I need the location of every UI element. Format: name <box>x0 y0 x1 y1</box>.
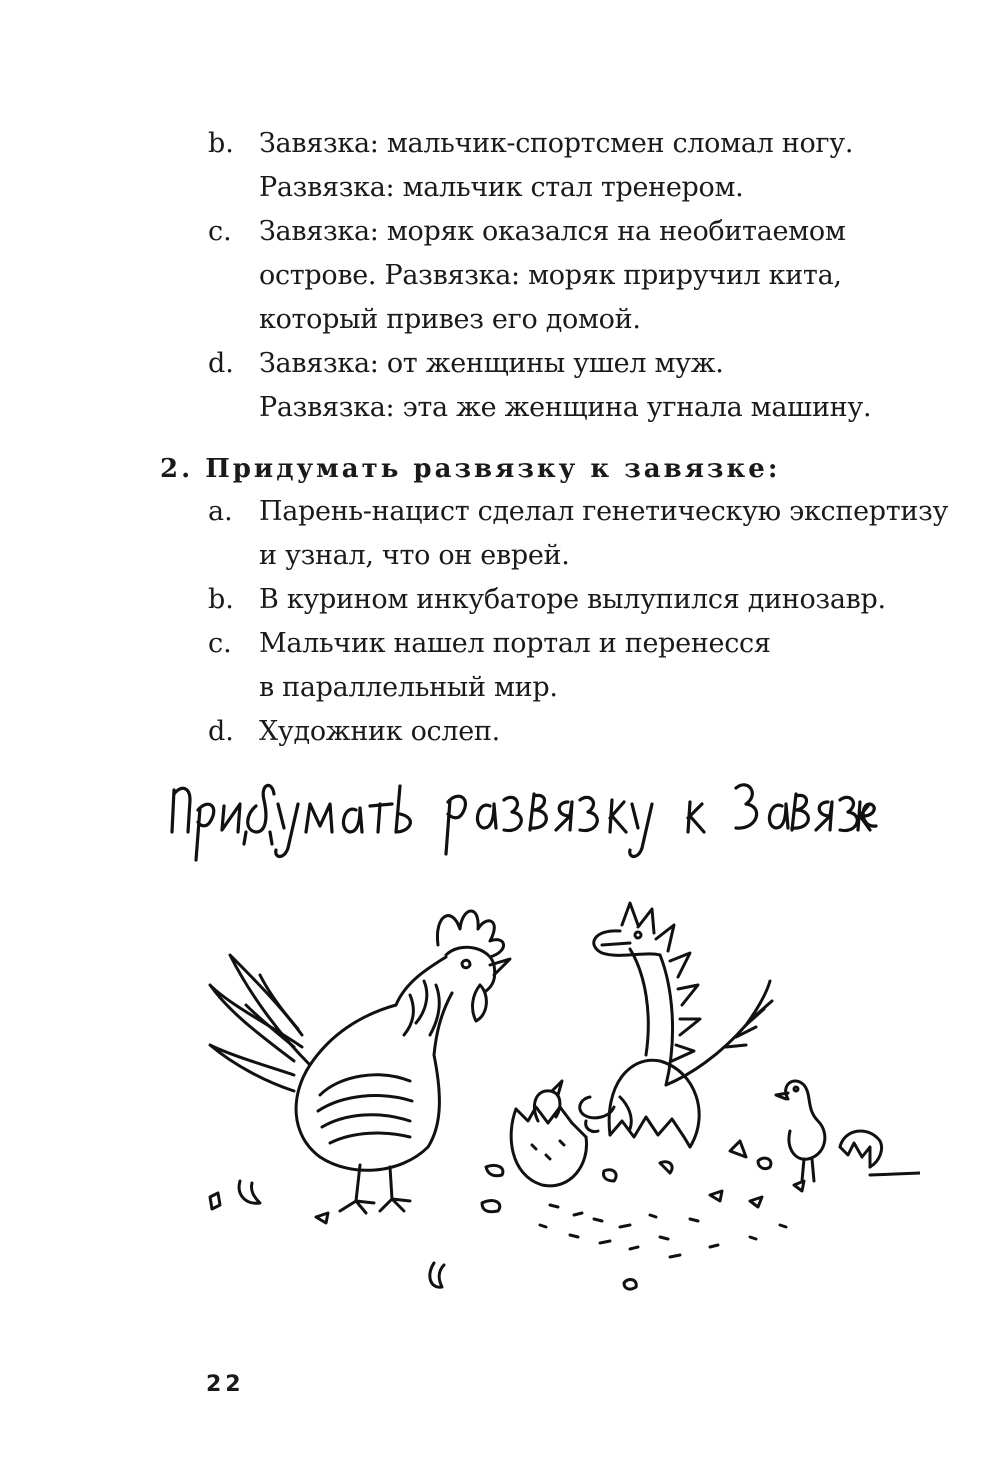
list-item-b-line-2: Развязка: мальчик стал тренером. <box>259 172 744 203</box>
section2-marker-a: a. <box>208 496 233 527</box>
section2-item-a-line-1: Парень-нацист сделал генетическую экспертизу <box>259 496 949 527</box>
section2-marker-d: d. <box>208 716 234 747</box>
list-item-d-line-2: Развязка: эта же женщина угнала машину. <box>259 392 872 423</box>
list-item-d-line-1: Завязка: от женщины ушел муж. <box>259 348 724 379</box>
rooster-dinosaur-chicks-illustration <box>190 885 920 1305</box>
list-marker-d: d. <box>208 348 234 379</box>
section2-marker-b: b. <box>208 584 234 615</box>
list-marker-b: b. <box>208 128 234 159</box>
section2-marker-c: c. <box>208 628 232 659</box>
section2-item-d-line-1: Художник ослеп. <box>259 716 500 747</box>
section2-item-a-line-2: и узнал, что он еврей. <box>259 540 570 571</box>
list-item-c-line-1: Завязка: моряк оказался на необитаемом <box>259 216 846 247</box>
list-item-c-line-2: острове. Развязка: моряк приручил кита, <box>259 260 842 291</box>
page-number: 22 <box>206 1372 245 1397</box>
list-marker-c: c. <box>208 216 232 247</box>
section2-item-c-line-1: Мальчик нашел портал и перенесся <box>259 628 771 659</box>
section-heading: 2. Придумать развязку к завязке: <box>160 454 781 484</box>
list-item-b-line-1: Завязка: мальчик-спортсмен сломал ногу. <box>259 128 854 159</box>
handwritten-caption <box>160 770 880 870</box>
list-item-c-line-3: который привез его домой. <box>259 304 641 335</box>
section2-item-b-line-1: В курином инкубаторе вылупился динозавр. <box>259 584 886 615</box>
section2-item-c-line-2: в параллельный мир. <box>259 672 558 703</box>
